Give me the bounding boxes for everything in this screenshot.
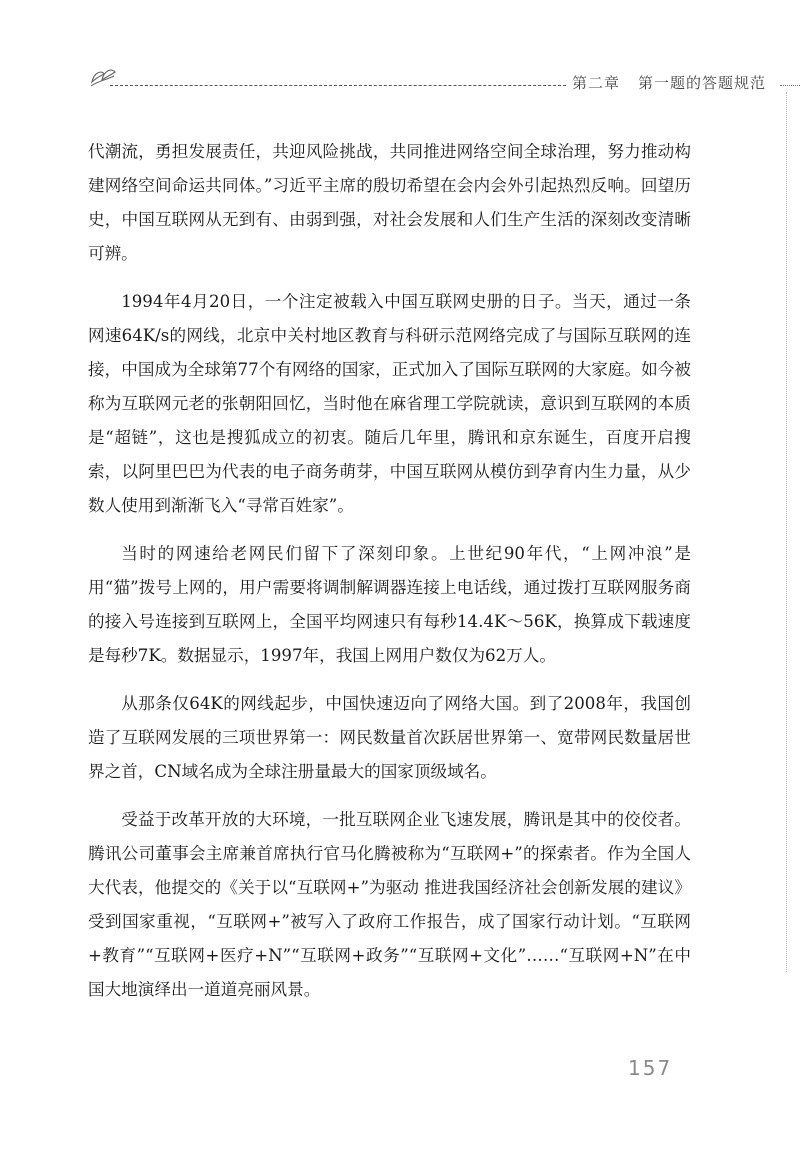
body-text [88,135,691,1021]
leaf-ornament-icon [88,64,118,90]
paragraph-4: 从那条仅64K的网线起步，中国快速迈向了网络大国。到了2008年，我国创造了互联网发展的三项世界第一：网民数量首次跃居世界第一、宽带网民数量居世界之首，CN域名成为全球注册量最大的国家顶级域名。 [88,694,691,781]
paragraph-1: 代潮流，勇担发展责任，共迎风险挑战，共同推进网络空间全球治理，努力推动构建网络空间命运共同体。”习近平主席的殷切希望在会内会外引起热烈反响。回望历史，中国互联网从无到有、由弱到强，对社会发展和人们生产生活的深刻改变清晰可辨。 [88,142,691,263]
paragraph-5: 受益于改革开放的大环境，一批互联网企业飞速发展，腾讯是其中的佼佼者。腾讯公司董事会主席兼首席执行官马化腾被称为“互联网+”的探索者。作为全国人大代表，他提交的《关于以“互联网+”为驱动 推进我国经济社会创新发展的建议》受到国家重视，“互联网+”被写入了政府工作报告，成了国家行动计划。“互联网+教育”“互联网+医疗+N”“互联网+政务”“互联网+文化”……“互联网+N”在中国大地演绎出一道道亮丽风景。 [88,810,691,999]
header-section-title: 第一题的答题规范 [638,74,767,92]
paragraph-3: 当时的网速给老网民们留下了深刻印象。上世纪90年代，“上网冲浪”是用“猫”拨号上网的，用户需要将调制解调器连接上电话线，通过拨打互联网服务商的接入号连接到互联网上，全国平均网速只有每秒14.4K～56K，换算成下载速度是每秒7K。数据显示，1997年，我国上网用户数仅为62万人。 [88,544,691,665]
running-header [88,64,800,94]
page-edge-dots [786,92,787,972]
header-chapter: 第二章 [572,74,621,92]
header-title [572,72,766,93]
page-number: 157 [628,1056,673,1080]
header-rule-right [780,85,800,86]
paragraph-2: 1994年4月20日，一个注定被载入中国互联网史册的日子。当天，通过一条网速64K/s的网线，北京中关村地区教育与科研示范网络完成了与国际互联网的连接，中国成为全球第77个有网络的国家，正式加入了国际互联网的大家庭。如今被称为互联网元老的张朝阳回忆，当时他在麻省理工学院就读，意识到互联网的本质是“超链”，这也是搜狐成立的初衷。随后几年里，腾讯和京东诞生，百度开启搜索，以阿里巴巴为代表的电子商务萌芽，中国互联网从模仿到孕育内生力量，从少数人使用到渐渐飞入“寻常百姓家”。 [88,292,691,515]
header-rule-left [110,85,566,86]
